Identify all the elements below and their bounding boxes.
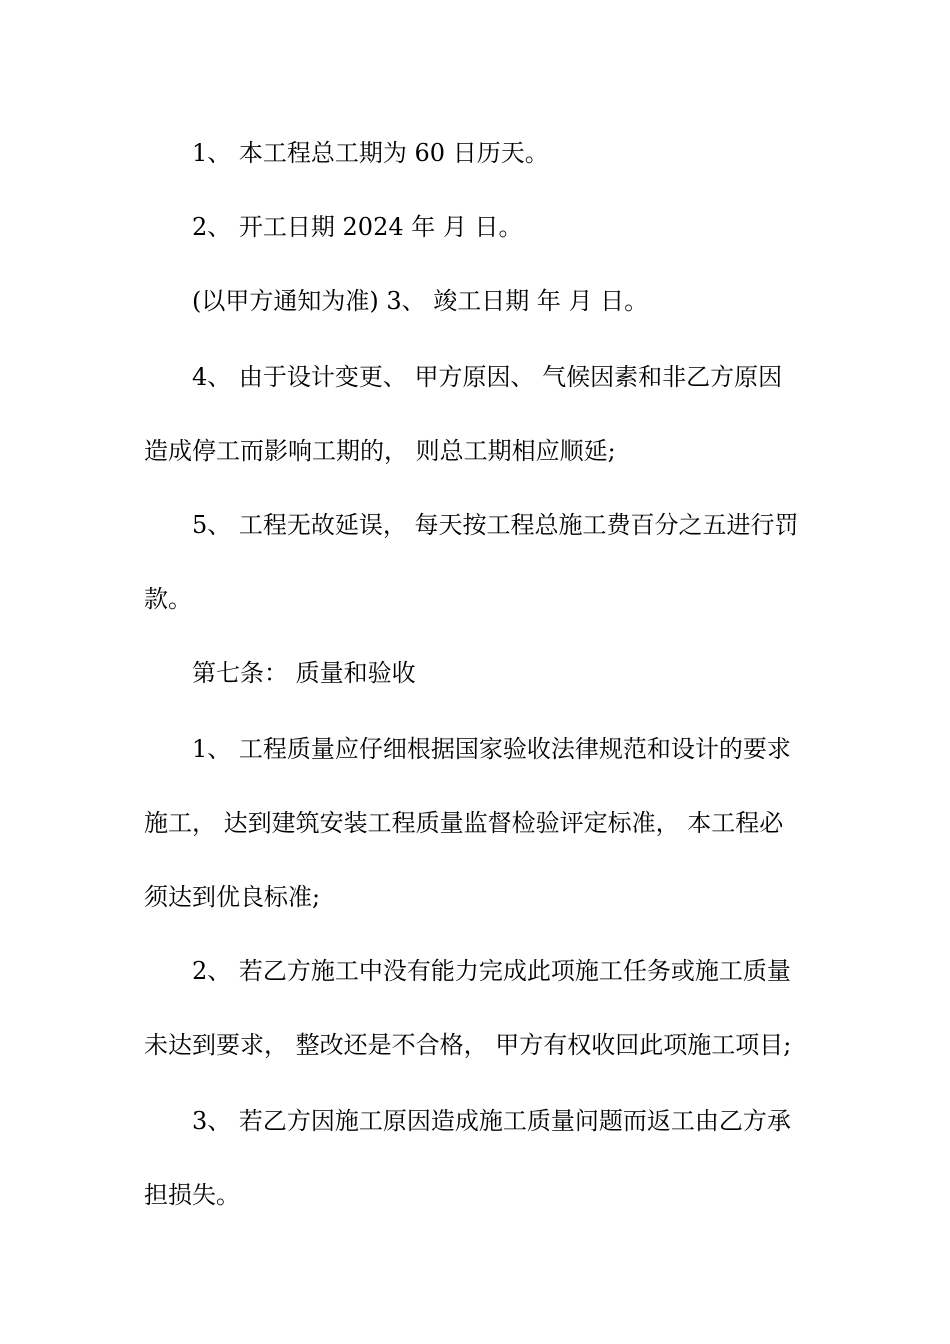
- clause-6-item-5-line-1: 5、 工程无故延误， 每天按工程总施工费百分之五进行罚: [192, 511, 799, 539]
- clause-7-item-1-line-1: 1、 工程质量应仔细根据国家验收法律规范和设计的要求: [192, 735, 791, 763]
- clause-7-item-3-line-2: 担损失。: [144, 1181, 240, 1209]
- clause-7-heading: 第七条： 质量和验收: [192, 659, 416, 687]
- clause-6-item-3: (以甲方通知为准) 3、 竣工日期 年 月 日。: [192, 287, 649, 315]
- clause-7-item-1-line-2: 施工， 达到建筑安装工程质量监督检验评定标准， 本工程必: [144, 809, 784, 837]
- clause-6-item-4-line-1: 4、 由于设计变更、 甲方原因、 气候因素和非乙方原因: [192, 363, 783, 391]
- clause-7-item-2-line-2: 未达到要求， 整改还是不合格， 甲方有权收回此项施工项目;: [144, 1031, 792, 1059]
- clause-6-item-2: 2、 开工日期 2024 年 月 日。: [192, 213, 523, 241]
- clause-6-item-1: 1、 本工程总工期为 60 日历天。: [192, 139, 549, 167]
- clause-6-item-5-line-2: 款。: [144, 585, 192, 613]
- clause-7-item-3-line-1: 3、 若乙方因施工原因造成施工质量问题而返工由乙方承: [192, 1107, 791, 1135]
- clause-6-item-4-line-2: 造成停工而影响工期的， 则总工期相应顺延;: [144, 437, 616, 465]
- clause-7-item-2-line-1: 2、 若乙方施工中没有能力完成此项施工任务或施工质量: [192, 957, 791, 985]
- clause-7-item-1-line-3: 须达到优良标准;: [144, 883, 321, 911]
